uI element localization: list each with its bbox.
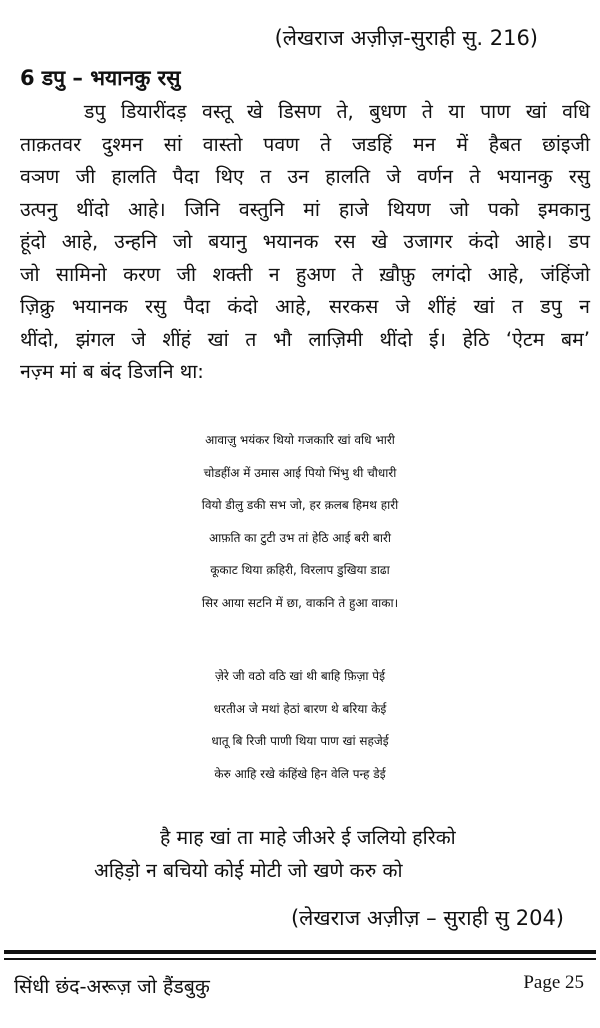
paragraph-line: वञण जी हालति पैदा थिए त उन हालति जे वर्णन ते भयानकु रसु bbox=[20, 165, 590, 188]
footer-book-title: सिंधी छंद-अरूज़ जो हैंडबुकु bbox=[14, 975, 210, 998]
paragraph-line: ज़िक्रु भयानक रसु पैदा कंदो आहे, सरकस जे शींहं खां त डपु न bbox=[20, 295, 590, 318]
paragraph-line: डपु डियारींदड़ वस्तू खे डिसण ते, बुधण ते या पाण खां वधि bbox=[84, 100, 590, 123]
verse-line: है माह खां ता माहे जीअरे ई जलियो हरिको bbox=[160, 826, 456, 849]
verse-line: केरु आहि रखे कंहिंखे हिन वेलि पन्ह डेई bbox=[214, 766, 386, 781]
verse-line: सिर आया सटनि में छा, वाकनि ते हुआ वाका। bbox=[201, 595, 399, 610]
verse-line: अहिड़ो न बचियो कोई मोटी जो खणे करु को bbox=[94, 858, 403, 882]
verse-line: आवाज़ु भयंकर थियो गजकारि खां वधि भारी bbox=[205, 433, 395, 447]
paragraph-line: उत्पनु थींदो आहे। जिनि वस्तुनि मां हाजे थियण जो पको इमकानु bbox=[20, 197, 590, 221]
verse-line: ज़ेरे जी वठो वठि खां थी बाहि फ़िज़ा पेई bbox=[214, 669, 386, 683]
footer-divider-thick bbox=[4, 950, 596, 954]
top-citation: (लेखराज अज़ीज़-सुराही सु. 216) bbox=[274, 26, 538, 50]
body-paragraph bbox=[20, 96, 590, 389]
verse-line: आफ़ति का टुटी उभ तां हेठि आई बरी बारी bbox=[209, 530, 391, 545]
paragraph-line: नज़्म मां ब बंद डिजनि था: bbox=[20, 360, 204, 383]
bottom-citation: (लेखराज अज़ीज़ – सुराही सु 204) bbox=[290, 906, 564, 930]
paragraph-line: थींदो, झंगल जे शींहं खां त भौ लाज़िमी थींदो ई। हेठि ‘ऐटम बम’ bbox=[20, 327, 590, 351]
verse-line: धातू बि रिजी पाणी थिया पाण खां सहजेई bbox=[211, 734, 389, 748]
section-heading: 6 डपु – भयानकु रसु bbox=[20, 66, 181, 90]
verse-line: वियो डीलु डकी सभ जो, हर क़लब हिमथ हारी bbox=[201, 498, 399, 512]
footer-divider-thin bbox=[4, 958, 596, 960]
paragraph-line: जो सामिनो करण जी शक्ती न हुअण ते ख़ौफ़ु लगंदो आहे, जंहिंजो bbox=[20, 262, 590, 286]
poem-stanza-1 bbox=[0, 424, 600, 619]
poem-stanza-2 bbox=[0, 660, 600, 790]
footer-page-number: Page 25 bbox=[523, 972, 584, 993]
poem-stanza-3 bbox=[94, 822, 514, 887]
paragraph-line: ताक़तवर दुश्मन सां वास्तो पवण ते जडहिं मन में हैबत छांइजी bbox=[20, 132, 590, 156]
verse-line: चोडहींअ में उमास आई पियो भिंभु थी चौधारी bbox=[203, 465, 397, 480]
verse-line: कूकाट थिया क़हिरी, विरलाप डुखिया डाढा bbox=[210, 563, 390, 577]
verse-line: धरतीअ जे मथां हेठां बारण थे बरिया केई bbox=[213, 701, 387, 716]
paragraph-line: हूंदो आहे, उन्हनि जो बयानु भयानक रस खे उजागर कंदो आहे। डप bbox=[20, 230, 590, 253]
